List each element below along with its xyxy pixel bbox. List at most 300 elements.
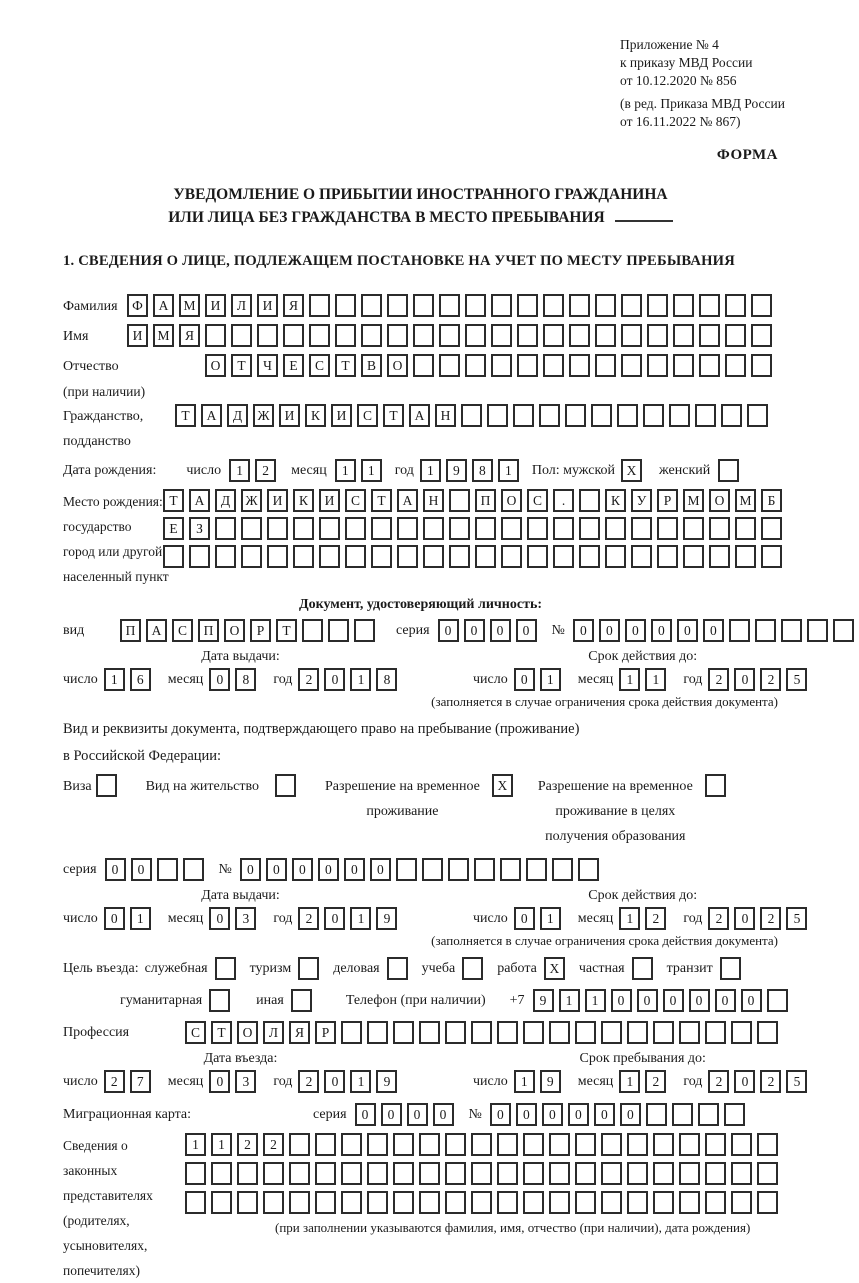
char-box[interactable]: В: [361, 354, 382, 377]
phone-input[interactable]: [533, 989, 793, 1012]
char-box[interactable]: [833, 619, 854, 642]
char-box[interactable]: О: [237, 1021, 258, 1044]
purpose-work-checkbox[interactable]: [544, 957, 570, 980]
char-box[interactable]: [729, 619, 750, 642]
char-box[interactable]: 0: [542, 1103, 563, 1126]
char-box[interactable]: [267, 545, 288, 568]
char-box[interactable]: 0: [464, 619, 485, 642]
char-box[interactable]: [471, 1191, 492, 1214]
char-box[interactable]: [367, 1133, 388, 1156]
char-box[interactable]: Ж: [253, 404, 274, 427]
char-box[interactable]: [423, 517, 444, 540]
char-box[interactable]: [695, 404, 716, 427]
char-box[interactable]: 0: [318, 858, 339, 881]
char-box[interactable]: [445, 1162, 466, 1185]
char-box[interactable]: [371, 517, 392, 540]
char-box[interactable]: Ж: [241, 489, 262, 512]
char-box[interactable]: [601, 1191, 622, 1214]
char-box[interactable]: [657, 517, 678, 540]
char-box[interactable]: Л: [231, 294, 252, 317]
char-box[interactable]: [422, 858, 443, 881]
char-box[interactable]: [439, 354, 460, 377]
resdoc-issued-year-input[interactable]: [298, 907, 402, 930]
char-box[interactable]: [445, 1021, 466, 1044]
char-box[interactable]: [672, 1103, 693, 1126]
visa-checkbox[interactable]: [96, 774, 122, 797]
char-box[interactable]: 0: [689, 989, 710, 1012]
char-box[interactable]: [523, 1162, 544, 1185]
char-box[interactable]: Ф: [127, 294, 148, 317]
char-box[interactable]: 0: [209, 1070, 230, 1093]
citizenship-input[interactable]: [175, 404, 773, 427]
char-box[interactable]: [500, 858, 521, 881]
char-box[interactable]: [526, 858, 547, 881]
char-box[interactable]: [445, 1191, 466, 1214]
char-box[interactable]: [757, 1133, 778, 1156]
char-box[interactable]: [439, 324, 460, 347]
char-box[interactable]: [293, 517, 314, 540]
char-box[interactable]: И: [267, 489, 288, 512]
char-box[interactable]: Т: [383, 404, 404, 427]
char-box[interactable]: [205, 324, 226, 347]
char-box[interactable]: Р: [657, 489, 678, 512]
char-box[interactable]: [319, 545, 340, 568]
char-box[interactable]: [393, 1133, 414, 1156]
char-box[interactable]: [341, 1162, 362, 1185]
char-box[interactable]: [393, 1021, 414, 1044]
char-box[interactable]: 2: [255, 459, 276, 482]
char-box[interactable]: [673, 294, 694, 317]
char-box[interactable]: [683, 517, 704, 540]
char-box[interactable]: Д: [215, 489, 236, 512]
char-box[interactable]: [309, 294, 330, 317]
char-box[interactable]: [553, 517, 574, 540]
char-box[interactable]: [718, 459, 739, 482]
char-box[interactable]: [328, 619, 349, 642]
char-box[interactable]: [657, 545, 678, 568]
char-box[interactable]: [302, 619, 323, 642]
char-box[interactable]: [491, 354, 512, 377]
char-box[interactable]: [189, 545, 210, 568]
char-box[interactable]: И: [319, 489, 340, 512]
char-box[interactable]: [731, 1021, 752, 1044]
rvp-edu-checkbox[interactable]: [705, 774, 731, 797]
char-box[interactable]: [601, 1133, 622, 1156]
resdoc-valid-month-input[interactable]: [619, 907, 671, 930]
char-box[interactable]: [393, 1191, 414, 1214]
purpose-transit-checkbox[interactable]: [720, 957, 746, 980]
char-box[interactable]: [283, 324, 304, 347]
char-box[interactable]: [552, 858, 573, 881]
char-box[interactable]: 2: [645, 907, 666, 930]
iddoc-valid-year-input[interactable]: [708, 668, 812, 691]
char-box[interactable]: [211, 1191, 232, 1214]
char-box[interactable]: [646, 1103, 667, 1126]
char-box[interactable]: 2: [708, 668, 729, 691]
representatives-row2-input[interactable]: [185, 1162, 783, 1185]
char-box[interactable]: М: [153, 324, 174, 347]
char-box[interactable]: 0: [703, 619, 724, 642]
char-box[interactable]: И: [205, 294, 226, 317]
char-box[interactable]: [293, 545, 314, 568]
char-box[interactable]: [237, 1162, 258, 1185]
char-box[interactable]: 1: [540, 907, 561, 930]
char-box[interactable]: [747, 404, 768, 427]
migration-series-input[interactable]: [355, 1103, 459, 1126]
char-box[interactable]: [705, 1162, 726, 1185]
char-box[interactable]: [621, 354, 642, 377]
char-box[interactable]: [757, 1191, 778, 1214]
char-box[interactable]: 0: [209, 668, 230, 691]
char-box[interactable]: Т: [276, 619, 297, 642]
char-box[interactable]: З: [189, 517, 210, 540]
char-box[interactable]: [751, 324, 772, 347]
birth-year-input[interactable]: [420, 459, 524, 482]
char-box[interactable]: [735, 517, 756, 540]
char-box[interactable]: [807, 619, 828, 642]
char-box[interactable]: [335, 324, 356, 347]
char-box[interactable]: [439, 294, 460, 317]
char-box[interactable]: [215, 517, 236, 540]
char-box[interactable]: 9: [540, 1070, 561, 1093]
char-box[interactable]: 0: [240, 858, 261, 881]
char-box[interactable]: Д: [227, 404, 248, 427]
char-box[interactable]: Т: [175, 404, 196, 427]
char-box[interactable]: [241, 545, 262, 568]
char-box[interactable]: С: [357, 404, 378, 427]
char-box[interactable]: 1: [211, 1133, 232, 1156]
char-box[interactable]: Т: [371, 489, 392, 512]
char-box[interactable]: [527, 545, 548, 568]
char-box[interactable]: [475, 545, 496, 568]
stay-year-input[interactable]: [708, 1070, 812, 1093]
char-box[interactable]: 2: [708, 1070, 729, 1093]
char-box[interactable]: 2: [237, 1133, 258, 1156]
purpose-humanitarian-checkbox[interactable]: [209, 989, 235, 1012]
char-box[interactable]: 1: [130, 907, 151, 930]
char-box[interactable]: [627, 1162, 648, 1185]
char-box[interactable]: [211, 1162, 232, 1185]
char-box[interactable]: М: [179, 294, 200, 317]
char-box[interactable]: [627, 1191, 648, 1214]
profession-input[interactable]: [185, 1021, 783, 1044]
char-box[interactable]: [683, 545, 704, 568]
char-box[interactable]: [448, 858, 469, 881]
char-box[interactable]: [595, 294, 616, 317]
char-box[interactable]: 0: [594, 1103, 615, 1126]
patronymic-input[interactable]: [205, 354, 777, 377]
char-box[interactable]: [517, 294, 538, 317]
char-box[interactable]: [725, 324, 746, 347]
char-box[interactable]: [578, 858, 599, 881]
char-box[interactable]: [751, 354, 772, 377]
char-box[interactable]: 0: [573, 619, 594, 642]
char-box[interactable]: Б: [761, 489, 782, 512]
char-box[interactable]: [523, 1021, 544, 1044]
sex-female-checkbox[interactable]: [718, 459, 744, 482]
iddoc-valid-month-input[interactable]: [619, 668, 671, 691]
char-box[interactable]: [705, 1021, 726, 1044]
char-box[interactable]: [705, 774, 726, 797]
char-box[interactable]: [627, 1133, 648, 1156]
char-box[interactable]: 1: [514, 1070, 535, 1093]
char-box[interactable]: 0: [514, 668, 535, 691]
char-box[interactable]: [289, 1191, 310, 1214]
char-box[interactable]: [397, 545, 418, 568]
birthplace-row3-input[interactable]: [163, 545, 787, 568]
char-box[interactable]: [501, 517, 522, 540]
char-box[interactable]: 0: [734, 1070, 755, 1093]
char-box[interactable]: [185, 1191, 206, 1214]
char-box[interactable]: 0: [568, 1103, 589, 1126]
char-box[interactable]: [757, 1021, 778, 1044]
char-box[interactable]: 0: [677, 619, 698, 642]
char-box[interactable]: 2: [298, 668, 319, 691]
char-box[interactable]: 0: [651, 619, 672, 642]
char-box[interactable]: [497, 1191, 518, 1214]
iddoc-issued-day-input[interactable]: [104, 668, 156, 691]
char-box[interactable]: С: [172, 619, 193, 642]
char-box[interactable]: [553, 545, 574, 568]
char-box[interactable]: [679, 1162, 700, 1185]
iddoc-number-input[interactable]: [573, 619, 859, 642]
char-box[interactable]: Я: [289, 1021, 310, 1044]
char-box[interactable]: [575, 1162, 596, 1185]
char-box[interactable]: [761, 545, 782, 568]
char-box[interactable]: [647, 294, 668, 317]
char-box[interactable]: 1: [104, 668, 125, 691]
char-box[interactable]: X: [492, 774, 513, 797]
char-box[interactable]: 2: [760, 668, 781, 691]
char-box[interactable]: [298, 957, 319, 980]
char-box[interactable]: 1: [185, 1133, 206, 1156]
char-box[interactable]: [497, 1162, 518, 1185]
char-box[interactable]: [617, 404, 638, 427]
char-box[interactable]: 2: [298, 1070, 319, 1093]
char-box[interactable]: 8: [235, 668, 256, 691]
char-box[interactable]: И: [331, 404, 352, 427]
char-box[interactable]: 9: [376, 1070, 397, 1093]
char-box[interactable]: 0: [407, 1103, 428, 1126]
char-box[interactable]: 0: [625, 619, 646, 642]
char-box[interactable]: 0: [324, 1070, 345, 1093]
char-box[interactable]: [579, 517, 600, 540]
char-box[interactable]: Ч: [257, 354, 278, 377]
char-box[interactable]: [720, 957, 741, 980]
char-box[interactable]: [643, 404, 664, 427]
char-box[interactable]: [569, 294, 590, 317]
migration-number-input[interactable]: [490, 1103, 750, 1126]
char-box[interactable]: 1: [540, 668, 561, 691]
char-box[interactable]: 1: [498, 459, 519, 482]
char-box[interactable]: 2: [298, 907, 319, 930]
char-box[interactable]: [724, 1103, 745, 1126]
char-box[interactable]: [549, 1133, 570, 1156]
char-box[interactable]: [475, 517, 496, 540]
char-box[interactable]: [449, 545, 470, 568]
char-box[interactable]: [543, 324, 564, 347]
char-box[interactable]: [632, 957, 653, 980]
char-box[interactable]: А: [189, 489, 210, 512]
char-box[interactable]: Н: [423, 489, 444, 512]
resdoc-number-input[interactable]: [240, 858, 604, 881]
char-box[interactable]: О: [205, 354, 226, 377]
char-box[interactable]: [241, 517, 262, 540]
iddoc-series-input[interactable]: [438, 619, 542, 642]
char-box[interactable]: [735, 545, 756, 568]
char-box[interactable]: [523, 1133, 544, 1156]
char-box[interactable]: [231, 324, 252, 347]
resdoc-valid-year-input[interactable]: [708, 907, 812, 930]
char-box[interactable]: [539, 404, 560, 427]
char-box[interactable]: 0: [131, 858, 152, 881]
birthplace-row2-input[interactable]: [163, 517, 787, 540]
char-box[interactable]: X: [621, 459, 642, 482]
iddoc-type-input[interactable]: [120, 619, 380, 642]
char-box[interactable]: [491, 324, 512, 347]
char-box[interactable]: 0: [105, 858, 126, 881]
char-box[interactable]: [471, 1021, 492, 1044]
char-box[interactable]: [757, 1162, 778, 1185]
char-box[interactable]: 2: [104, 1070, 125, 1093]
char-box[interactable]: 0: [438, 619, 459, 642]
char-box[interactable]: [309, 324, 330, 347]
char-box[interactable]: [315, 1162, 336, 1185]
char-box[interactable]: [653, 1133, 674, 1156]
char-box[interactable]: [549, 1162, 570, 1185]
char-box[interactable]: [631, 545, 652, 568]
char-box[interactable]: 0: [209, 907, 230, 930]
char-box[interactable]: [449, 489, 470, 512]
char-box[interactable]: [721, 404, 742, 427]
char-box[interactable]: [96, 774, 117, 797]
name-input[interactable]: [127, 324, 777, 347]
char-box[interactable]: [462, 957, 483, 980]
char-box[interactable]: А: [153, 294, 174, 317]
char-box[interactable]: [335, 294, 356, 317]
char-box[interactable]: 9: [446, 459, 467, 482]
stay-month-input[interactable]: [619, 1070, 671, 1093]
char-box[interactable]: 7: [130, 1070, 151, 1093]
char-box[interactable]: [289, 1162, 310, 1185]
char-box[interactable]: [705, 1133, 726, 1156]
char-box[interactable]: Я: [179, 324, 200, 347]
char-box[interactable]: 0: [490, 619, 511, 642]
char-box[interactable]: 2: [708, 907, 729, 930]
char-box[interactable]: 8: [472, 459, 493, 482]
purpose-study-checkbox[interactable]: [462, 957, 488, 980]
char-box[interactable]: 1: [420, 459, 441, 482]
resdoc-valid-day-input[interactable]: [514, 907, 566, 930]
char-box[interactable]: [699, 294, 720, 317]
char-box[interactable]: [595, 324, 616, 347]
char-box[interactable]: [419, 1021, 440, 1044]
char-box[interactable]: 0: [370, 858, 391, 881]
purpose-private-checkbox[interactable]: [632, 957, 658, 980]
char-box[interactable]: [575, 1191, 596, 1214]
char-box[interactable]: [487, 404, 508, 427]
char-box[interactable]: [517, 354, 538, 377]
char-box[interactable]: [605, 517, 626, 540]
char-box[interactable]: [731, 1162, 752, 1185]
char-box[interactable]: [698, 1103, 719, 1126]
char-box[interactable]: 2: [760, 1070, 781, 1093]
char-box[interactable]: [367, 1021, 388, 1044]
char-box[interactable]: О: [709, 489, 730, 512]
char-box[interactable]: 0: [663, 989, 684, 1012]
char-box[interactable]: [345, 517, 366, 540]
char-box[interactable]: [579, 489, 600, 512]
char-box[interactable]: У: [631, 489, 652, 512]
char-box[interactable]: [215, 957, 236, 980]
char-box[interactable]: Т: [335, 354, 356, 377]
char-box[interactable]: 0: [611, 989, 632, 1012]
entry-day-input[interactable]: [104, 1070, 156, 1093]
char-box[interactable]: 0: [599, 619, 620, 642]
char-box[interactable]: 0: [344, 858, 365, 881]
char-box[interactable]: [341, 1133, 362, 1156]
char-box[interactable]: О: [501, 489, 522, 512]
char-box[interactable]: [699, 354, 720, 377]
char-box[interactable]: [595, 354, 616, 377]
char-box[interactable]: Р: [315, 1021, 336, 1044]
char-box[interactable]: М: [735, 489, 756, 512]
char-box[interactable]: [367, 1162, 388, 1185]
char-box[interactable]: [513, 404, 534, 427]
char-box[interactable]: [549, 1191, 570, 1214]
char-box[interactable]: 3: [235, 907, 256, 930]
char-box[interactable]: [679, 1191, 700, 1214]
representatives-row1-input[interactable]: [185, 1133, 783, 1156]
char-box[interactable]: [393, 1162, 414, 1185]
char-box[interactable]: Р: [250, 619, 271, 642]
char-box[interactable]: [565, 404, 586, 427]
iddoc-issued-month-input[interactable]: [209, 668, 261, 691]
char-box[interactable]: [471, 1133, 492, 1156]
birthplace-row1-input[interactable]: [163, 489, 787, 512]
char-box[interactable]: [361, 324, 382, 347]
char-box[interactable]: [361, 294, 382, 317]
char-box[interactable]: [647, 354, 668, 377]
char-box[interactable]: [371, 545, 392, 568]
char-box[interactable]: [291, 989, 312, 1012]
char-box[interactable]: [523, 1191, 544, 1214]
char-box[interactable]: [315, 1133, 336, 1156]
char-box[interactable]: [679, 1133, 700, 1156]
char-box[interactable]: 0: [734, 907, 755, 930]
char-box[interactable]: И: [279, 404, 300, 427]
char-box[interactable]: [354, 619, 375, 642]
resdoc-series-input[interactable]: [105, 858, 209, 881]
char-box[interactable]: [387, 294, 408, 317]
char-box[interactable]: 1: [350, 907, 371, 930]
char-box[interactable]: [751, 294, 772, 317]
char-box[interactable]: 9: [533, 989, 554, 1012]
char-box[interactable]: 2: [645, 1070, 666, 1093]
char-box[interactable]: 1: [361, 459, 382, 482]
char-box[interactable]: 0: [355, 1103, 376, 1126]
char-box[interactable]: 5: [786, 1070, 807, 1093]
char-box[interactable]: [673, 354, 694, 377]
stay-day-input[interactable]: [514, 1070, 566, 1093]
char-box[interactable]: [319, 517, 340, 540]
char-box[interactable]: [601, 1162, 622, 1185]
char-box[interactable]: [731, 1191, 752, 1214]
char-box[interactable]: 0: [433, 1103, 454, 1126]
char-box[interactable]: [267, 517, 288, 540]
char-box[interactable]: Т: [163, 489, 184, 512]
char-box[interactable]: 2: [263, 1133, 284, 1156]
